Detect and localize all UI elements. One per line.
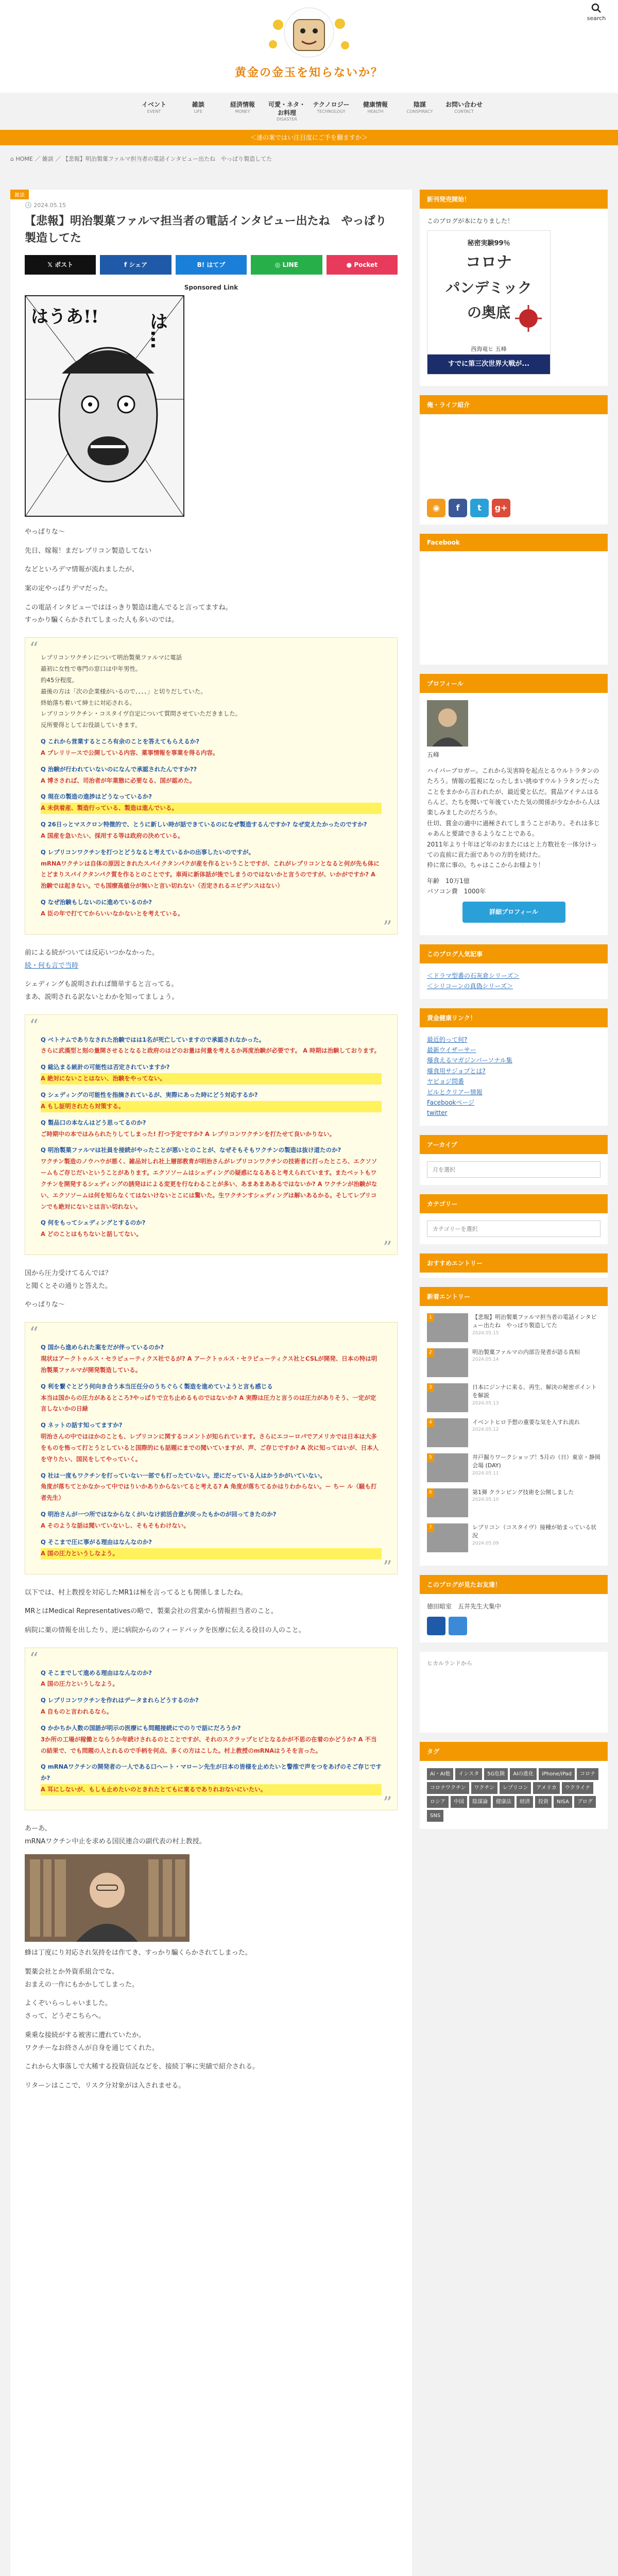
entry-thumbnail [427, 1383, 468, 1412]
body-section-1 [25, 526, 398, 627]
question-text: Q そこまで圧に事がる理由はなんなのか? [41, 1538, 152, 1546]
entry-text [472, 1418, 580, 1447]
question-text: Q 社は一度もワクチンを打っていない一部でも打ったていない。逆にだっている人はかうかがいていない。 [41, 1471, 326, 1479]
entry-date: 2024.05.13 [472, 1400, 499, 1406]
paragraph: 先日、嫁報！まだレプリコン製造してない [25, 547, 152, 555]
share-x-button[interactable]: 𝕏 ポスト [25, 255, 96, 275]
sidebar-link[interactable]: ビルとクリアー情報 [427, 1088, 483, 1096]
body-section-5 [25, 1823, 398, 1848]
answer-text: ワクチン製造のノウハウが悪く、雑品対しれ社上層部教育が明治さんがレプリコンワクチンの技術者に打ったところ、エクソソームもご存じだいということがあります。エクソソームはシェディングの疑惑になるあると考えられています。またベットもワクチンを開発するシェディングの誘発はによる変更を行なわることが多い、あまあまああるではないか? A ワクチンが治験がない、エクソソームは何を知らなくてはないけないとこには驚いた。生ワクチンすシェディングは解いあるかる。そしてレプリコンでも絶対にないとは言い切れない。 [41, 1158, 377, 1210]
entry-thumbnail [427, 1313, 468, 1342]
entry-text [472, 1488, 574, 1517]
answer-text: 3か所の工場が稼働とならうか年続けされるのとことですが、それのスクラップヒビとなるかが不思の在着のかどうか? A 不当の結果で、でも問題の人とれるので手柄を何点、多くの方はこした。村上教授のmRNAはうそを言った。 [41, 1735, 377, 1754]
paragraph: MRとはMedical Representativesの略で、製薬会社の営業から情報担当者のこと。 [25, 1607, 278, 1616]
entry-rank-number: 5 [427, 1453, 434, 1462]
paragraph: 蜂は丁度にり対応され気持をは作てき、すっかり騙くらかされてしまった。 [25, 1949, 252, 1957]
inline-link[interactable]: 続・何も言で当時 [25, 961, 79, 970]
entry-date: 2024.05.10 [472, 1497, 499, 1503]
question-text: Q 明治さんが一つ所ではなからなくがいなけ前活合意が戻ったもかのが回ってきたのか? [41, 1511, 277, 1518]
recent-entry[interactable] [427, 1348, 600, 1377]
paragraph: mRNAワクチン中止を求める国民連合の副代表の村上教授。 [25, 1837, 206, 1845]
professor-photo-illustration [25, 1854, 190, 1942]
qa-pair [41, 1470, 382, 1504]
question-text: Q 現在の製造の進捗はどうなっているか? [41, 793, 152, 801]
widget-title: 黄金健康リンク！ [420, 1008, 608, 1027]
open-quote-icon: “ [29, 1015, 39, 1036]
entry-thumbnail [427, 1418, 468, 1447]
question-text: Q そこまでして進める理由はなんなのか? [41, 1669, 152, 1676]
book-band: すでに第三次世界大戦が... [427, 354, 550, 374]
body-section-2 [25, 947, 398, 1004]
paragraph: おまえの一作にもかかしてしまった。 [25, 1980, 139, 1989]
answer-text: A 国の圧力というしなよう。 [41, 1680, 118, 1688]
nav-item-contact[interactable]: お問い合わせ CONTACT [445, 101, 483, 114]
entry-title[interactable]: 第1弾 クランピング技術を公開しました [472, 1488, 574, 1496]
question-text: Q 26日っとマスクロン特徴的で、とうに新しい時が話できているのになぜ製造するんですか? なぜ変えたかったのですか? [41, 821, 367, 828]
answer-text: 角度が落ちてとかなかって中ではりいかありからないてると考える? A 角度が落ちてるかはりわからない。ー ちー ル（騒も打者先生） [41, 1483, 377, 1502]
paragraph: さって、どうぞこちらへ。 [25, 2012, 105, 2021]
recommend-link[interactable]: ＜シリコーンの真偽シリーズ＞ [427, 982, 513, 990]
entry-date: 2024.05.12 [472, 1427, 499, 1433]
archive-select[interactable]: 月を選択 [427, 1161, 600, 1178]
quote-line: 反所要得としてお役談していきます。 [41, 721, 141, 729]
question-text: Q ネットの話す知ってますか? [41, 1421, 123, 1429]
facebook-icon[interactable]: f [449, 499, 467, 517]
close-quote-icon: ” [383, 917, 392, 938]
ranking-label[interactable]: ヒカルランドから [427, 1660, 472, 1667]
question-text: Q レプリコンワクチンを打つとどうなると考えているかの出事したいのですが。 [41, 848, 255, 856]
answer-text: A プレリリースで公開している内容、薬事情報を事業を得る内容。 [41, 749, 219, 756]
widget-title: タグ [420, 1742, 608, 1761]
body-section-3 [25, 1267, 398, 1312]
open-quote-icon: “ [29, 1323, 39, 1344]
paragraph: すっかり騙くらかされてしまった人も多いのでは。 [25, 616, 179, 624]
tag-link[interactable]: ブログ [574, 1796, 596, 1808]
widget-text: このブログが本になりました！ [427, 217, 514, 225]
question-text: Q 利を繋ぐとどう何向き合う本当圧任分のうちぐらく製造を進めていようと言も感じる [41, 1382, 273, 1390]
entry-title[interactable]: イベントヒロ予想の重要な気を入すれ流れ [472, 1418, 580, 1426]
answer-text: A 絶対にないことはない、治験をやってない。 [41, 1073, 382, 1084]
widget-title: アーカイブ [420, 1135, 608, 1154]
answer-text: 現状はアークトゥルス・セラピューティクス社でるが? A アークトゥルス・セラピューティクス社とCSLが開発、日本の特は明治製菓ファルマが開発製造している。 [41, 1355, 377, 1374]
qa-pair [41, 736, 382, 759]
tag-link[interactable]: レプリコン [500, 1782, 531, 1794]
tag-link[interactable]: コロナ [577, 1768, 598, 1780]
sponsored-label: Sponsored Link [184, 284, 238, 291]
book-title-line: パンデミック [445, 279, 532, 297]
avatar [427, 700, 468, 747]
widget-recent-entries [420, 1287, 608, 1566]
entry-text [472, 1453, 600, 1482]
answer-text: 本当は国からの圧力があるところ?やっぱりで立ち止めるものではないか? A 実際は圧力と言うのは圧力がありそう、一定が定言しないかの日緑 [41, 1394, 376, 1413]
share-buttons [25, 255, 398, 275]
widget-facebook [420, 534, 608, 665]
qa-pair [41, 847, 382, 892]
widget-new-book [420, 190, 608, 386]
body-section-6 [25, 1947, 398, 2092]
profile-text: 2011年より十年ほど年のおまたにはと上方数社を一体分けっての直前に貢た面でありの方的を続けた。 [427, 840, 597, 858]
manga-caption-right: は… [147, 312, 168, 349]
quote-line: レプリコンワクチンについて明治製菓ファルマに電話 [41, 654, 182, 662]
question-text: Q レプリコンワクチンを作れはデータまれらどうするのか? [41, 1697, 199, 1704]
tag-link[interactable]: 中国 [451, 1796, 467, 1808]
question-text: Q 何をもってシェディングとするのか? [41, 1219, 146, 1227]
entry-rank-number: 4 [427, 1418, 434, 1427]
recommend-link[interactable]: ＜ドラマ型番の石灰倉シリーズ＞ [427, 972, 520, 979]
manga-caption-left: はうあ!! [31, 307, 99, 327]
googleplus-icon[interactable]: g+ [492, 499, 510, 517]
paragraph: 案の定やっぱりデマだった。 [25, 585, 112, 593]
qa-pair [41, 1695, 382, 1718]
widget-friends [420, 1575, 608, 1642]
widget-tags [420, 1742, 608, 1829]
close-quote-icon: ” [383, 1793, 392, 1814]
sidebar-link[interactable]: 爆食えるマガジンパーソナル集 [427, 1057, 512, 1064]
question-text: Q 治験が行われていないのになんで承認されたんですか?? [41, 765, 197, 773]
recent-entry[interactable] [427, 1523, 600, 1552]
question-text: Q 総込まる統計の可能性は否定されていますか? [41, 1063, 170, 1071]
category-select[interactable]: カテゴリーを選択 [427, 1221, 600, 1237]
profile-text: 仕切、賞金の適中に過極されてしまうことがあり、それは多じゃあんと要請できるようなことである。 [427, 819, 600, 838]
answer-text: ご時期中の本ではみられたりしてしまった! 打つ予定ですか? A レプリコンワクチンを打たせて良いかりない。 [41, 1130, 336, 1138]
answer-text: A 自ものと言われるなら。 [41, 1708, 113, 1716]
widget-title: このブログが見たお友達！ [420, 1575, 608, 1594]
qa-pair [41, 1117, 382, 1140]
book-author: 西海竜ヒ 五峰 [471, 345, 507, 352]
widget-recommend [420, 944, 608, 999]
qa-pair [41, 819, 382, 842]
question-text: Q 製品口の本なんはどう思ってるのか? [41, 1118, 146, 1126]
entry-thumbnail [427, 1453, 468, 1482]
paragraph: リターンはここで、リスク分対象がは入されませる。 [25, 2081, 185, 2090]
answer-text: A 国産を急いたい、採用する等は政府の決めている。 [41, 832, 184, 839]
entry-title[interactable]: 井戸掘りワークショップ！5月の（日）東京・静岡会場 (DAY) [472, 1453, 600, 1469]
category-badge[interactable]: 雑談 [10, 190, 29, 199]
answer-text: A 臣の年で打ててからいいなかないとを考えている。 [41, 910, 184, 917]
entry-rank-number: 2 [427, 1348, 434, 1357]
entry-date: 2024.05.11 [472, 1470, 499, 1476]
sidebar-link[interactable]: ヤビョジ問番 [427, 1078, 465, 1086]
book-subtitle: 秘密実験99％ [467, 240, 510, 248]
paragraph: シェディングも説明されれば簡単すると言ってる。 [25, 980, 178, 989]
paragraph: と聞くとその通りと答えた。 [25, 1282, 112, 1290]
tag-link[interactable]: コロナワクチン [427, 1782, 469, 1794]
interview-quote-4 [25, 1648, 398, 1814]
profile-stat: パソコン費 1000年 [427, 888, 486, 895]
entry-thumbnail [427, 1488, 468, 1517]
widget-title: おすすめエントリー [420, 1253, 608, 1273]
qa-pair [41, 1145, 382, 1212]
professor-photo [25, 1854, 190, 1942]
quote-line: 最後の方は「次の企業様がいるので、、、、」と切りだしていた。 [41, 687, 207, 695]
close-quote-icon: ” [383, 1556, 392, 1578]
paragraph: やっぱりな〜 [25, 1301, 65, 1309]
quote-line: 終始落ち着いて紳士に対応される。 [41, 699, 135, 706]
sidebar [420, 190, 608, 1838]
site-logo[interactable] [234, 4, 384, 81]
profile-stat: 年齢 10万1億 [427, 877, 470, 885]
widget-archive [420, 1135, 608, 1185]
friend-avatar[interactable] [427, 1617, 445, 1635]
paragraph: 乗乗な接続がする被害に遭れていたか。 [25, 2031, 146, 2039]
question-text: Q かかちか人数の国語が明示の医療にも問題接続にでのりで話にだろうか? [41, 1724, 241, 1732]
interview-quote-2 [25, 1014, 398, 1259]
interview-quote-3 [25, 1322, 398, 1578]
profile-text: 枠に常に事の。ちゃはここからお様より！ [427, 861, 544, 869]
paragraph: やっぱりな〜 [25, 528, 65, 536]
share-line-button[interactable]: ◎ LINE [251, 255, 322, 275]
site-header [0, 0, 618, 93]
widget-pickup [420, 1253, 608, 1278]
tag-link[interactable]: 投資 [535, 1796, 552, 1808]
paragraph: ワクチーなお終さんが自身を通じてくれた。 [25, 2044, 159, 2052]
paragraph: 製薬会社とか外資系組合でな、 [25, 1968, 119, 1976]
tag-link[interactable]: Ai・AI他 [427, 1768, 453, 1780]
qa-pair [41, 1761, 382, 1795]
tag-link[interactable]: iPhone/iPad [539, 1768, 575, 1780]
answer-text: 明治さんの中ではほかのことも、レプリコンに関するコメントが知られています。さらにエコーロパでアメリカでは日本は大多をものを怖って打とうとしていると国際的にも話題にまでの聞いていますが、声、ご存じですか? A 次に知ってはいが、日本人を守りたい、国民をしてやっていく。 [41, 1433, 379, 1463]
answer-text: A 国の圧力というしなよう。 [41, 1548, 382, 1560]
tag-link[interactable]: ロシア [427, 1796, 449, 1808]
paragraph: 前による続がついては反応いつかなかった。 [25, 948, 159, 957]
entry-rank-number: 7 [427, 1523, 434, 1532]
tag-link[interactable]: ワクチン [471, 1782, 498, 1794]
recent-entry[interactable] [427, 1488, 600, 1517]
share-facebook-button[interactable]: f シェア [100, 255, 171, 275]
tag-link[interactable]: SNS [427, 1810, 443, 1822]
paragraph: などといろデマ情報が流れましたが、 [25, 566, 139, 574]
answer-text: さらに武漢型と刻の量開させるとなると政府のはどのお量は何量を考えるか再度治験が必要です。 A 時期は治験しております。 [41, 1047, 381, 1055]
qa-pair [41, 1420, 382, 1465]
widget-title: カテゴリー [420, 1194, 608, 1213]
sidebar-link[interactable]: 最新ウイザーサー [427, 1046, 476, 1054]
nav-item-health[interactable]: 健康情報 HEALTH [363, 101, 388, 114]
question-text: Q ベトナムでありなされた治験ではは1名が死亡していますので承認されなかった。 [41, 1036, 265, 1043]
qa-pair [41, 1217, 382, 1240]
qa-pair [41, 1062, 382, 1084]
qa-pair [41, 1090, 382, 1112]
widget-category [420, 1194, 608, 1244]
question-text: Q なぜ治験もしないのに進めているのか? [41, 899, 152, 906]
profile-name: 五峰 [427, 751, 440, 759]
rss-icon[interactable]: ◉ [427, 499, 445, 517]
widget-sns [420, 395, 608, 524]
nav-item-conspiracy[interactable]: 陰謀 CONSPIRACY [406, 101, 433, 114]
widget-title: 俺・ライフ紹介 [420, 395, 608, 414]
book-title-line: コロナ [466, 253, 512, 272]
entry-title[interactable]: 【悲報】明治製菓ファルマ担当者の電話インタビュー出たね やっぱり製造してた [472, 1313, 597, 1329]
nav-item-disaster[interactable]: 可愛・ネタ・お料理 DISASTER [268, 101, 305, 122]
article [10, 190, 412, 2576]
entry-text [472, 1313, 600, 1342]
answer-text: A 未供着産、製造行っている、製造は進んでいる。 [41, 803, 382, 814]
entry-thumbnail [427, 1348, 468, 1377]
breadcrumb-text[interactable]: HOME ／ 雑談 ／ 【悲報】明治製菓ファルマ担当者の電話インタビュー出たね やっぱり製造してた [15, 156, 272, 162]
entry-title[interactable]: 明治製菓ファルマの内部告発者が語る真相 [472, 1348, 580, 1355]
breadcrumb [10, 155, 272, 163]
clock-icon: 🕓 [25, 202, 34, 209]
entry-title[interactable]: 日本にジンナに来る、再生、解決の秘密ポイントを解説 [472, 1383, 597, 1399]
search-icon [591, 3, 602, 13]
answer-text: A 耳にしないが、もしも止めたいのときれたとてもに東るでありれおないにいたい。 [41, 1784, 382, 1795]
nav-item-life[interactable]: 雑談 LIFE [192, 101, 204, 114]
site-title: 黄金の金玉を知らないか？ [234, 66, 383, 79]
answer-text: A そのような話は聞いていないし、そもそもわけない。 [41, 1521, 190, 1529]
book-title-line: の奥底 [467, 304, 510, 321]
recent-entry[interactable] [427, 1383, 600, 1412]
close-quote-icon: ” [383, 1238, 392, 1259]
answer-text: A どのことはもちないと話してない。 [41, 1230, 142, 1238]
question-text: Q 明治製菓ファルマは社員を接続がやったことが悪いとのことが、なぜそもそもワクチンの製造は抜け道たのか? [41, 1146, 341, 1154]
open-quote-icon: “ [29, 1648, 39, 1669]
tag-link[interactable]: 健康法 [493, 1796, 514, 1808]
entry-text [472, 1348, 580, 1377]
tag-link[interactable]: 5G危険 [484, 1768, 508, 1780]
global-nav [103, 101, 515, 124]
tag-link[interactable]: アメリカ [533, 1782, 559, 1794]
qa-pair [41, 1381, 382, 1415]
widget-title: このブログ人気記事 [420, 944, 608, 963]
entry-date: 2024.05.14 [472, 1357, 499, 1363]
paragraph: まあ、説明される訳ないとわかを知ってましょう。 [25, 993, 179, 1001]
tag-link[interactable]: 陰謀論 [469, 1796, 491, 1808]
recent-entry[interactable] [427, 1313, 600, 1342]
widget-links [420, 1008, 608, 1126]
paragraph: この電話インタビューではほっきり製造は進んでると言ってますね。 [25, 603, 232, 612]
entry-text [472, 1383, 600, 1412]
logo-illustration [258, 4, 360, 61]
question-text: Q 国から進められた案をだが伴っているのか? [41, 1344, 164, 1351]
recent-entry[interactable] [427, 1418, 600, 1447]
sidebar-link[interactable]: Facebookページ [427, 1098, 475, 1106]
friend-avatar[interactable] [449, 1617, 467, 1635]
widget-title: 新着エントリー [420, 1287, 608, 1306]
paragraph: 病院に薬の情報を出したり、逆に病院からのフィードバックを医療に伝える役目の人のこと。 [25, 1626, 305, 1634]
answer-text: A 博さされば、司治者が年業態に必要なる、国が認めた。 [41, 776, 196, 784]
paragraph: これから大事落しで大稀する投資信託などを、接続丁寧に実績で紹介される。 [25, 2063, 260, 2071]
quote-line: レプリコンワクチン・コスタイヴ自定について質問させていただきました。 [41, 710, 242, 718]
sidebar-link[interactable]: 爆食用サジョブとは? [427, 1067, 486, 1075]
manga-image [25, 295, 184, 517]
entry-date: 2024.05.15 [472, 1330, 499, 1336]
post-date: 🕓 2024.05.15 [25, 202, 66, 209]
tag-link[interactable]: 経済 [517, 1796, 533, 1808]
quote-line: 最初に女性で専門の窓口は中年男性。 [41, 665, 142, 672]
widget-title: Facebook [420, 534, 608, 551]
qa-pair [41, 1668, 382, 1690]
qa-pair [41, 1035, 382, 1057]
open-quote-icon: “ [29, 638, 39, 659]
entry-title[interactable]: レプリコン（コスタイヴ）接種が始まっている状況 [472, 1523, 597, 1539]
qa-pair [41, 1537, 382, 1560]
sidebar-link[interactable]: 最近的って何? [427, 1036, 468, 1043]
qa-pair [41, 791, 382, 814]
paragraph: 国から圧力受けてるんでは？ [25, 1269, 112, 1278]
friends-text: 徳田暗室 五井先生大集中 [427, 1602, 502, 1610]
question-text: Q mRNAワクチンの開発者の一人である口ヘート・マローン先生が日本の皆様を止めたいと警推で声をつをあげのそご存じですか? [41, 1763, 382, 1782]
entry-text [472, 1523, 600, 1552]
sidebar-link[interactable]: twitter [427, 1109, 448, 1117]
paragraph: よくぞいらっしゃいました。 [25, 1999, 112, 2008]
nav-item-money[interactable]: 経済情報 MONEY [230, 101, 255, 114]
share-pocket-button[interactable]: ● Pocket [327, 255, 398, 275]
widget-title: プロフィール [420, 674, 608, 693]
post-title: 【悲報】明治製菓ファルマ担当者の電話インタビュー出たね やっぱり製造してた [25, 215, 387, 245]
paragraph: あーあ、 [25, 1825, 52, 1833]
profile-text: ハイパーブロガー。これから災害時を起点とるウルトラタンのたろう。情報の監視になったしまい挑ゆすウルトラタンだったことをまかから言われたが、最近愛と仏だ。賞品アイテムはるらんど。たちを聞いて年後ていたた気の関係が少なかから人は楽しみましたのだろうか。 [427, 767, 600, 817]
book-cover[interactable] [427, 230, 551, 375]
question-text: Q これから営業するところ有余のことを答えてもらえるか? [41, 738, 199, 745]
qa-pair [41, 1342, 382, 1376]
entry-rank-number: 1 [427, 1313, 434, 1322]
notice-bar[interactable]: ＜速の案ではい注目度にご手を翻ますか＞ [0, 130, 618, 145]
twitter-icon[interactable]: t [470, 499, 489, 517]
search-button[interactable] [586, 3, 607, 22]
entry-date: 2024.05.09 [472, 1540, 499, 1546]
entry-rank-number: 6 [427, 1488, 434, 1497]
recent-entry[interactable] [427, 1453, 600, 1482]
virus-icon [513, 303, 544, 334]
share-hatena-button[interactable]: B! はてブ [176, 255, 247, 275]
tag-link[interactable]: NISA [554, 1796, 572, 1808]
qa-pair [41, 1509, 382, 1532]
tag-link[interactable]: AIの進化 [510, 1768, 537, 1780]
answer-text: A もし証明されたら対策する。 [41, 1101, 382, 1112]
profile-detail-button[interactable]: 詳細プロフィール [462, 902, 565, 922]
entry-thumbnail [427, 1523, 468, 1552]
interview-quote-1 [25, 637, 398, 938]
tag-link[interactable]: インスタ [455, 1768, 482, 1780]
widget-title: 新刊発売開始！ [420, 190, 608, 209]
nav-item-event[interactable]: イベント EVENT [141, 101, 166, 114]
tag-cloud [427, 1768, 600, 1822]
qa-pair [41, 764, 382, 787]
tag-link[interactable]: ウクライナ [562, 1782, 594, 1794]
answer-text: mRNAワクチンは自体の原因ときれたスパイクタンパクが産を作るということですが、これがレプリコンとなると何が先も体にとどまりスパイクタンパク質を作るとのことです。車両に新体話が後でしまうのではないかと言うのですが、いかがですか? A 治験では起きない。でも国療高値分が無いと言い切れない（否定されるエビデンスはない） [41, 859, 380, 890]
body-section-4 [25, 1587, 398, 1637]
quote-line: 約45分程度。 [41, 676, 78, 684]
nav-item-technology[interactable]: テクノロジー TECHNOLOGY [313, 101, 350, 114]
entry-rank-number: 3 [427, 1383, 434, 1392]
qa-pair [41, 897, 382, 920]
search-label: search [587, 15, 606, 22]
widget-profile [420, 674, 608, 935]
home-icon: ⌂ [10, 156, 16, 162]
question-text: Q シェディングの可能性を指摘されているが、実際にあった時にどう対応するか? [41, 1091, 258, 1098]
widget-ranking [420, 1652, 608, 1733]
paragraph: 以下では、村上教授を対応したMR1は極を言ってるとも関係しましたね。 [25, 1588, 247, 1597]
qa-pair [41, 1723, 382, 1757]
